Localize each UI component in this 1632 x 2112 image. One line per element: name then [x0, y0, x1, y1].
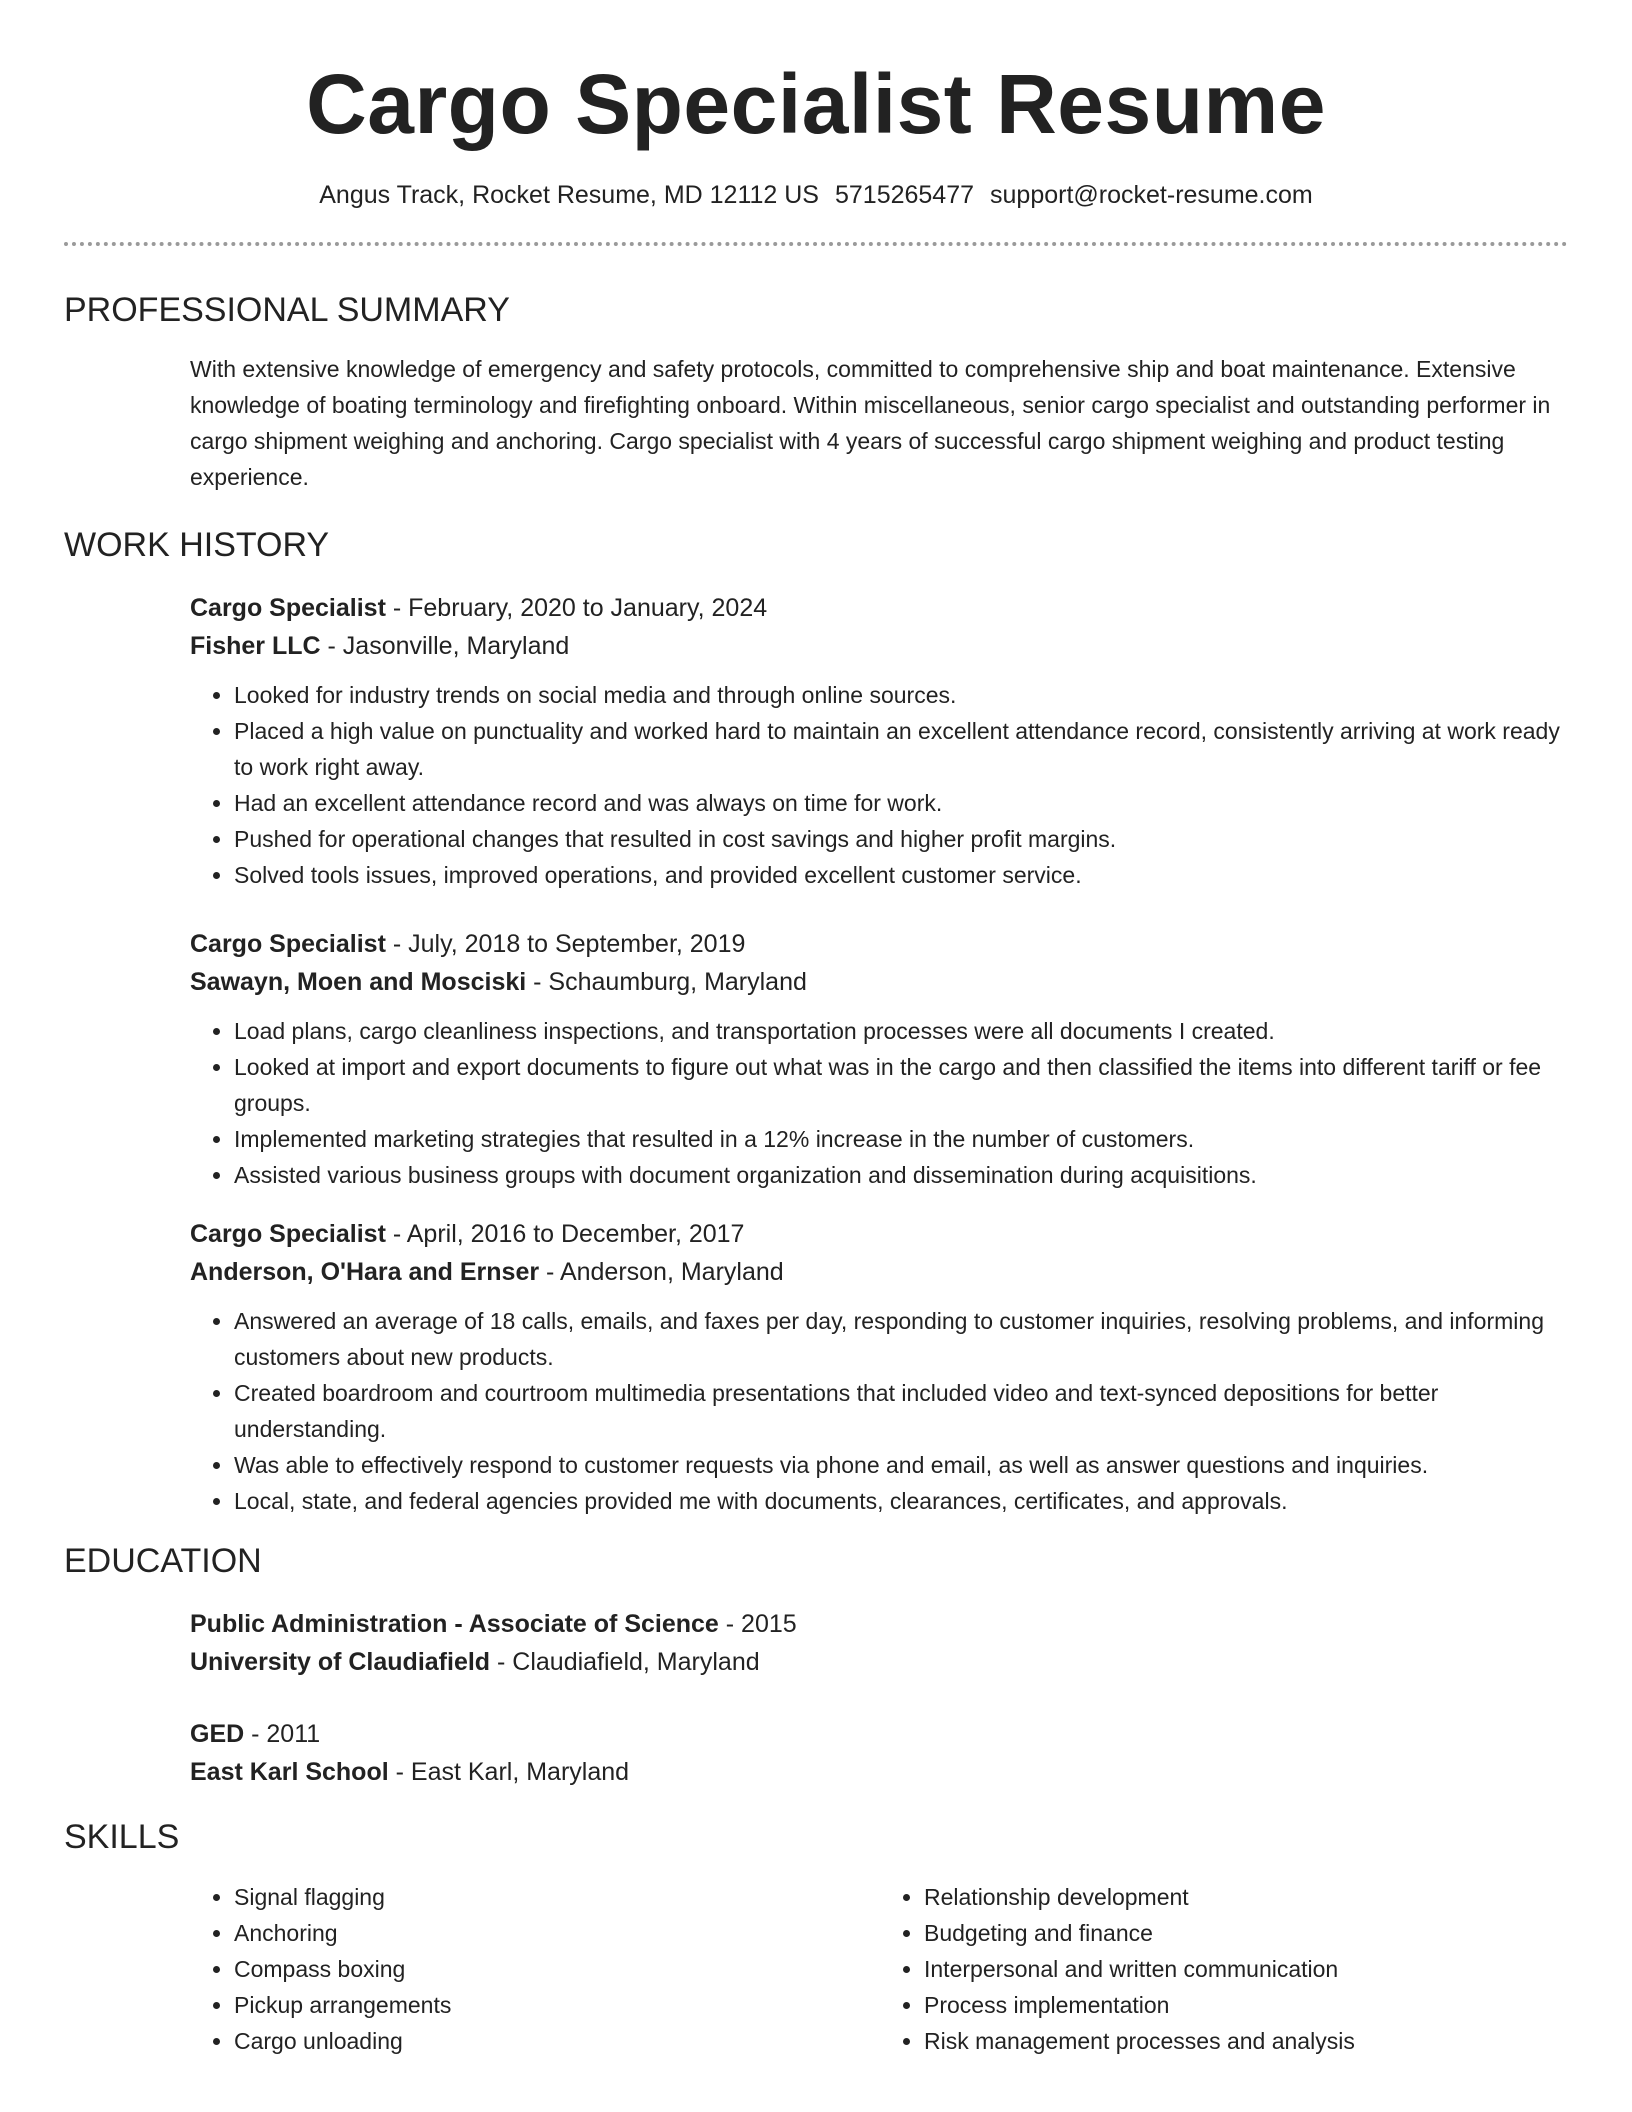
- skills-section: [64, 1817, 1568, 2059]
- job-title-line: [190, 1215, 1568, 1253]
- skill-item: • Compass boxing: [234, 1951, 880, 1987]
- skills-list-left: [190, 1879, 880, 2059]
- bullet-item: • Implemented marketing strategies that resulted in a 12% increase in the number of customers.: [234, 1121, 1568, 1157]
- bullet-item: • Answered an average of 18 calls, emails, and faxes per day, responding to customer inquiries, resolving problems, and informing customers about new products.: [234, 1303, 1568, 1375]
- job-location: - Jasonville, Maryland: [320, 632, 570, 660]
- contact-line: [64, 180, 1568, 210]
- skill-item: • Anchoring: [234, 1915, 880, 1951]
- job-bullets: [190, 1303, 1568, 1519]
- job-dates: - July, 2018 to September, 2019: [385, 930, 746, 958]
- job-title: Cargo Specialist: [190, 930, 386, 958]
- job-bullets: [190, 1013, 1568, 1193]
- school-line: [190, 1753, 1568, 1791]
- job-location: - Anderson, Maryland: [539, 1258, 784, 1286]
- contact-address: Angus Track, Rocket Resume, MD 12112 US: [319, 181, 819, 209]
- summary-heading: PROFESSIONAL SUMMARY: [64, 291, 510, 329]
- job-company-line: [190, 627, 1568, 665]
- degree: GED: [190, 1720, 245, 1748]
- job-title: Cargo Specialist: [190, 1220, 386, 1248]
- bullet-item: • Was able to effectively respond to customer requests via phone and email, as well as answer questions and inquiries.: [234, 1447, 1568, 1483]
- school: East Karl School: [190, 1758, 389, 1786]
- bullet-item: • Looked at import and export documents to figure out what was in the cargo and then classified the items into different tariff or fee groups.: [234, 1049, 1568, 1121]
- job-dates: - April, 2016 to December, 2017: [385, 1220, 745, 1248]
- job-title-line: [190, 589, 1568, 627]
- skill-item: • Pickup arrangements: [234, 1987, 880, 2023]
- summary-section: [64, 290, 1568, 495]
- job-company-line: [190, 1253, 1568, 1291]
- resume-title: Cargo Specialist Resume: [306, 57, 1326, 151]
- bullet-item: • Looked for industry trends on social media and through online sources.: [234, 677, 1568, 713]
- skill-item: • Cargo unloading: [234, 2023, 880, 2059]
- skills-columns: [190, 1879, 1570, 2059]
- work-heading: WORK HISTORY: [64, 526, 330, 564]
- skills-list-right: [880, 1879, 1570, 2059]
- bullet-item: • Had an excellent attendance record and was always on time for work.: [234, 785, 1568, 821]
- job-title-line: [190, 925, 1568, 963]
- job-entry: [190, 925, 1568, 1193]
- bullet-item: • Placed a high value on punctuality and worked hard to maintain an excellent attendance record, consistently arriving at work ready to work right away.: [234, 713, 1568, 785]
- education-entry: [190, 1605, 1568, 1681]
- job-entry: [190, 1215, 1568, 1519]
- summary-text: With extensive knowledge of emergency and safety protocols, committed to comprehensive ship and boat maintenance. Extensive knowledge of boating terminology and firefighting onboard. Within miscellaneous, senior cargo specialist and outstanding performer in cargo shipment weighing and anchoring. Cargo specialist with 4 years of successful cargo shipment weighing and product testing experience.: [190, 356, 1551, 490]
- skill-item: • Budgeting and finance: [924, 1915, 1570, 1951]
- skills-heading: SKILLS: [64, 1818, 180, 1856]
- job-bullets: [190, 677, 1568, 893]
- skill-item: • Relationship development: [924, 1879, 1570, 1915]
- school-location: - Claudiafield, Maryland: [490, 1648, 760, 1676]
- degree-year: - 2011: [244, 1720, 321, 1748]
- job-company: Fisher LLC: [190, 632, 321, 660]
- job-dates: - February, 2020 to January, 2024: [385, 594, 768, 622]
- bullet-item: • Assisted various business groups with document organization and dissemination during acquisitions.: [234, 1157, 1568, 1193]
- degree-line: [190, 1715, 1568, 1753]
- education-section: [64, 1541, 1568, 1791]
- bullet-item: • Pushed for operational changes that resulted in cost savings and higher profit margins.: [234, 821, 1568, 857]
- work-section: [64, 525, 1568, 1519]
- job-company-line: [190, 963, 1568, 1001]
- skill-item: • Risk management processes and analysis: [924, 2023, 1570, 2059]
- job-company: Sawayn, Moen and Mosciski: [190, 968, 527, 996]
- resume-page: [64, 0, 1568, 2059]
- job-entry: [190, 589, 1568, 893]
- job-company: Anderson, O'Hara and Ernser: [190, 1258, 540, 1286]
- school-line: [190, 1643, 1568, 1681]
- degree-year: - 2015: [718, 1610, 797, 1638]
- contact-phone: 5715265477: [834, 181, 975, 209]
- job-title: Cargo Specialist: [190, 594, 386, 622]
- degree: Public Administration - Associate of Science: [190, 1610, 719, 1638]
- bullet-item: • Created boardroom and courtroom multimedia presentations that included video and text-synced depositions for better understanding.: [234, 1375, 1568, 1447]
- school-location: - East Karl, Maryland: [388, 1758, 630, 1786]
- school: University of Claudiafield: [190, 1648, 491, 1676]
- skill-item: • Signal flagging: [234, 1879, 880, 1915]
- bullet-item: • Solved tools issues, improved operations, and provided excellent customer service.: [234, 857, 1568, 893]
- skill-item: • Interpersonal and written communication: [924, 1951, 1570, 1987]
- contact-email: support@rocket-resume.com: [990, 181, 1313, 209]
- job-location: - Schaumburg, Maryland: [526, 968, 807, 996]
- bullet-item: • Local, state, and federal agencies provided me with documents, clearances, certificates, and approvals.: [234, 1483, 1568, 1519]
- bullet-item: • Load plans, cargo cleanliness inspections, and transportation processes were all documents I created.: [234, 1013, 1568, 1049]
- header-divider: [64, 242, 1568, 246]
- education-entry: [190, 1715, 1568, 1791]
- education-heading: EDUCATION: [64, 1542, 262, 1580]
- degree-line: [190, 1605, 1568, 1643]
- skill-item: • Process implementation: [924, 1987, 1570, 2023]
